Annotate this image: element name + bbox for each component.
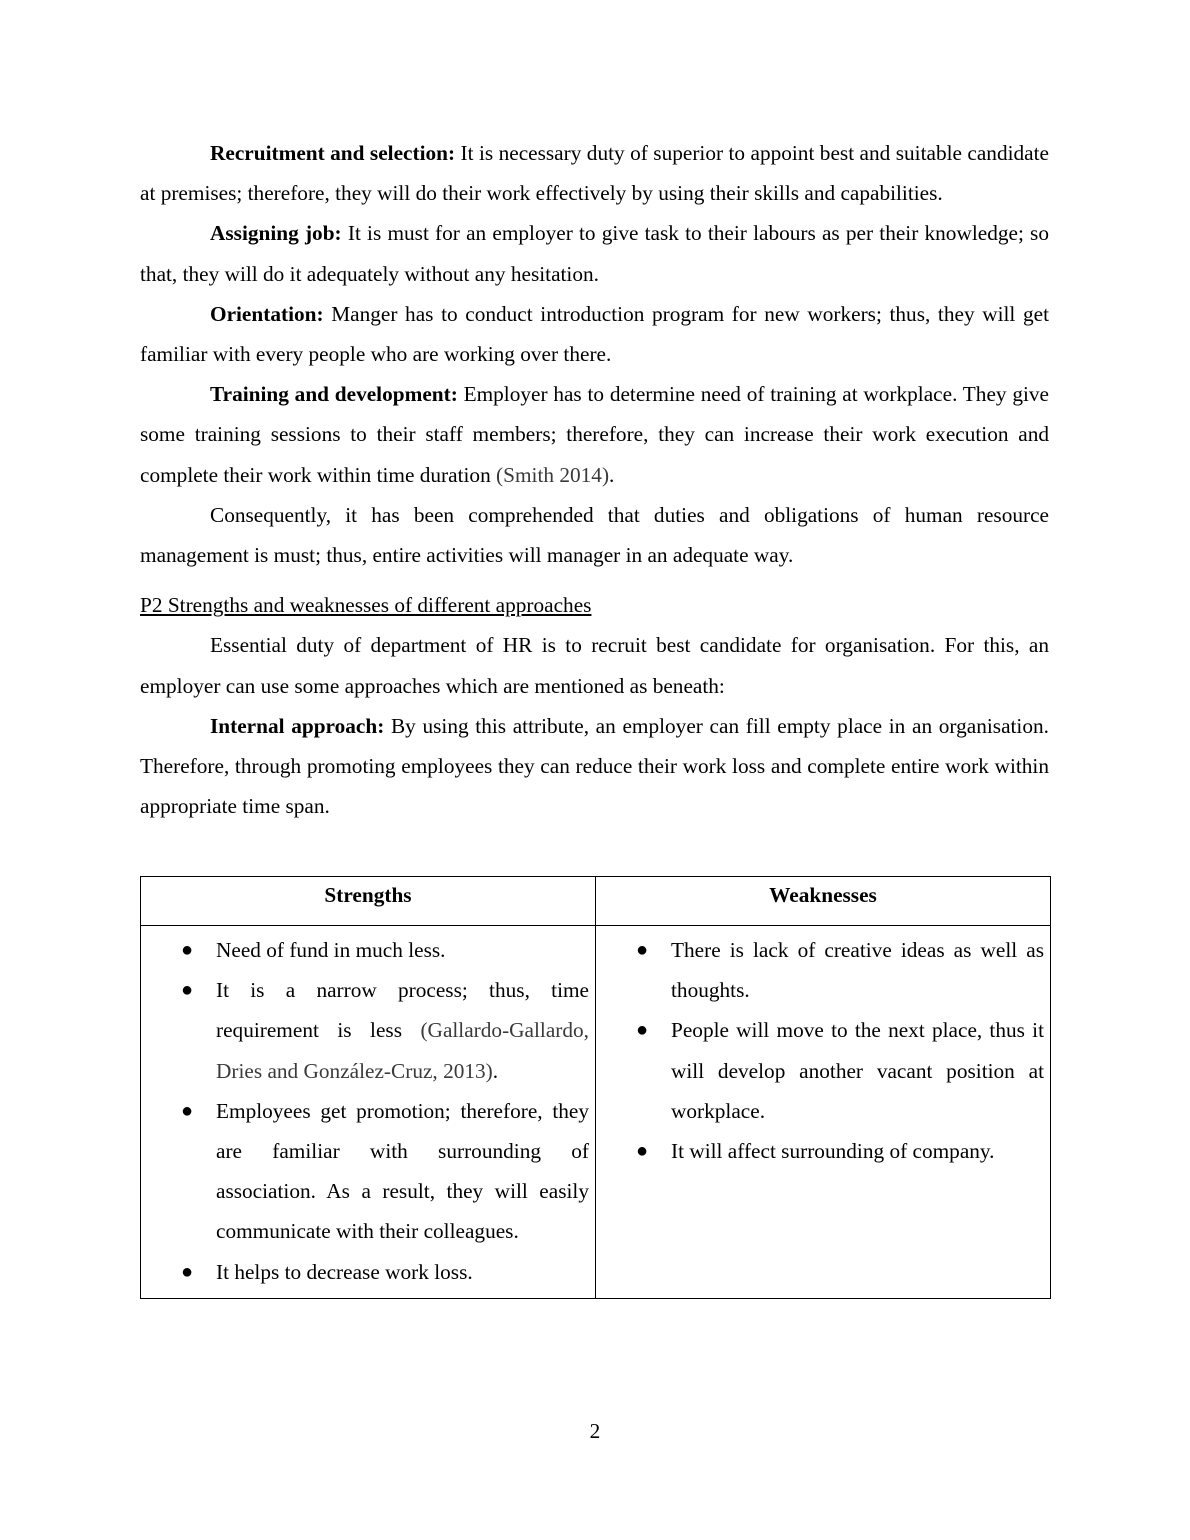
paragraph-assigning-job [140,213,1049,293]
list-item [141,970,589,1091]
paragraph-term: Training and development: [210,382,458,407]
bullet-icon: ● [180,1099,194,1122]
bullet-icon: ● [635,1019,649,1042]
citation: (Smith 2014) [496,462,610,487]
list-item [141,1091,589,1252]
list-item [141,1252,589,1292]
bullet-icon: ● [180,1260,194,1283]
bullet-icon: ● [635,1140,649,1163]
document-body [140,133,1049,826]
paragraph-hr-duty [140,625,1049,705]
citation: (Gallardo-Gallardo, Dries and González-Cruz, 2013) [216,1018,589,1083]
paragraph-punctuation: . [609,462,615,487]
paragraph-term: Internal approach: [210,713,385,738]
strengths-list [141,926,595,1292]
weaknesses-cell [596,926,1051,1299]
table-header-row [141,877,1051,926]
paragraph-term: Assigning job: [210,221,342,246]
list-item-text: Need of fund in much less. [216,938,446,962]
paragraph-text: It is must for an employer to give task to their labours as per their knowledge; so that, they will do it adequately without any hesitation. [140,221,1049,286]
paragraph-term: Recruitment and selection: [210,141,456,165]
column-header-weaknesses: Weaknesses [596,877,1051,926]
list-item-text: It is a narrow process; thus, time requirement is less [216,978,589,1043]
bullet-icon: ● [635,939,649,961]
bullet-icon: ● [180,939,194,961]
list-item-text: Employees get promotion; therefore, they are familiar with surrounding of association. As a result, they will easily communicate with their colleagues. [216,1098,589,1244]
list-item-text: It helps to decrease work loss. [216,1259,473,1284]
list-item [596,930,1044,1010]
strengths-weaknesses-table [140,876,1051,1299]
bullet-icon: ● [180,979,194,1002]
paragraph-recruitment [140,133,1049,213]
page-number: 2 [589,1419,601,1443]
column-header-strengths: Strengths [141,877,596,926]
list-item [596,1131,1044,1171]
weaknesses-list [596,926,1050,1171]
paragraph-internal-approach [140,706,1049,827]
list-item [596,1010,1044,1131]
strengths-cell [141,926,596,1299]
paragraph-training [140,374,1049,495]
list-item-punctuation: . [492,1058,499,1083]
paragraph-text: Essential duty of department of HR is to recruit best candidate for organisation. For this, an employer can use some approaches which are mentioned as beneath: [140,633,1049,698]
table-row [141,926,1051,1299]
list-item [141,930,589,970]
paragraph-text: Manger has to conduct introduction program for new workers; thus, they will get familiar with every people who are working over there. [140,301,1049,367]
list-item-text: People will move to the next place, thus it will develop another vacant position at workplace. [671,1018,1044,1123]
paragraph-term: Orientation: [210,301,324,326]
paragraph-text: It is necessary duty of superior to appoint best and suitable candidate at premises; therefore, they will do their work effectively by using their skills and capabilities. [140,141,1049,206]
paragraph-conclusion [140,495,1049,575]
paragraph-text: Consequently, it has been comprehended that duties and obligations of human resource management is must; thus, entire activities will manager in an adequate way. [140,502,1049,568]
section-heading: P2 Strengths and weaknesses of different approaches [140,593,592,618]
list-item-text: There is lack of creative ideas as well as thoughts. [671,938,1044,1003]
list-item-text: It will affect surrounding of company. [671,1139,995,1164]
paragraph-text: Employer has to determine need of training at workplace. They give some training sessions to their staff members; therefore, they can increase their work execution and complete their work within time duration [140,382,1049,487]
paragraph-orientation [140,294,1049,374]
paragraph-text: By using this attribute, an employer can fill empty place in an organisation. Therefore, through promoting employees they can reduce their work loss and complete entire work within appropriate time span. [140,713,1049,819]
